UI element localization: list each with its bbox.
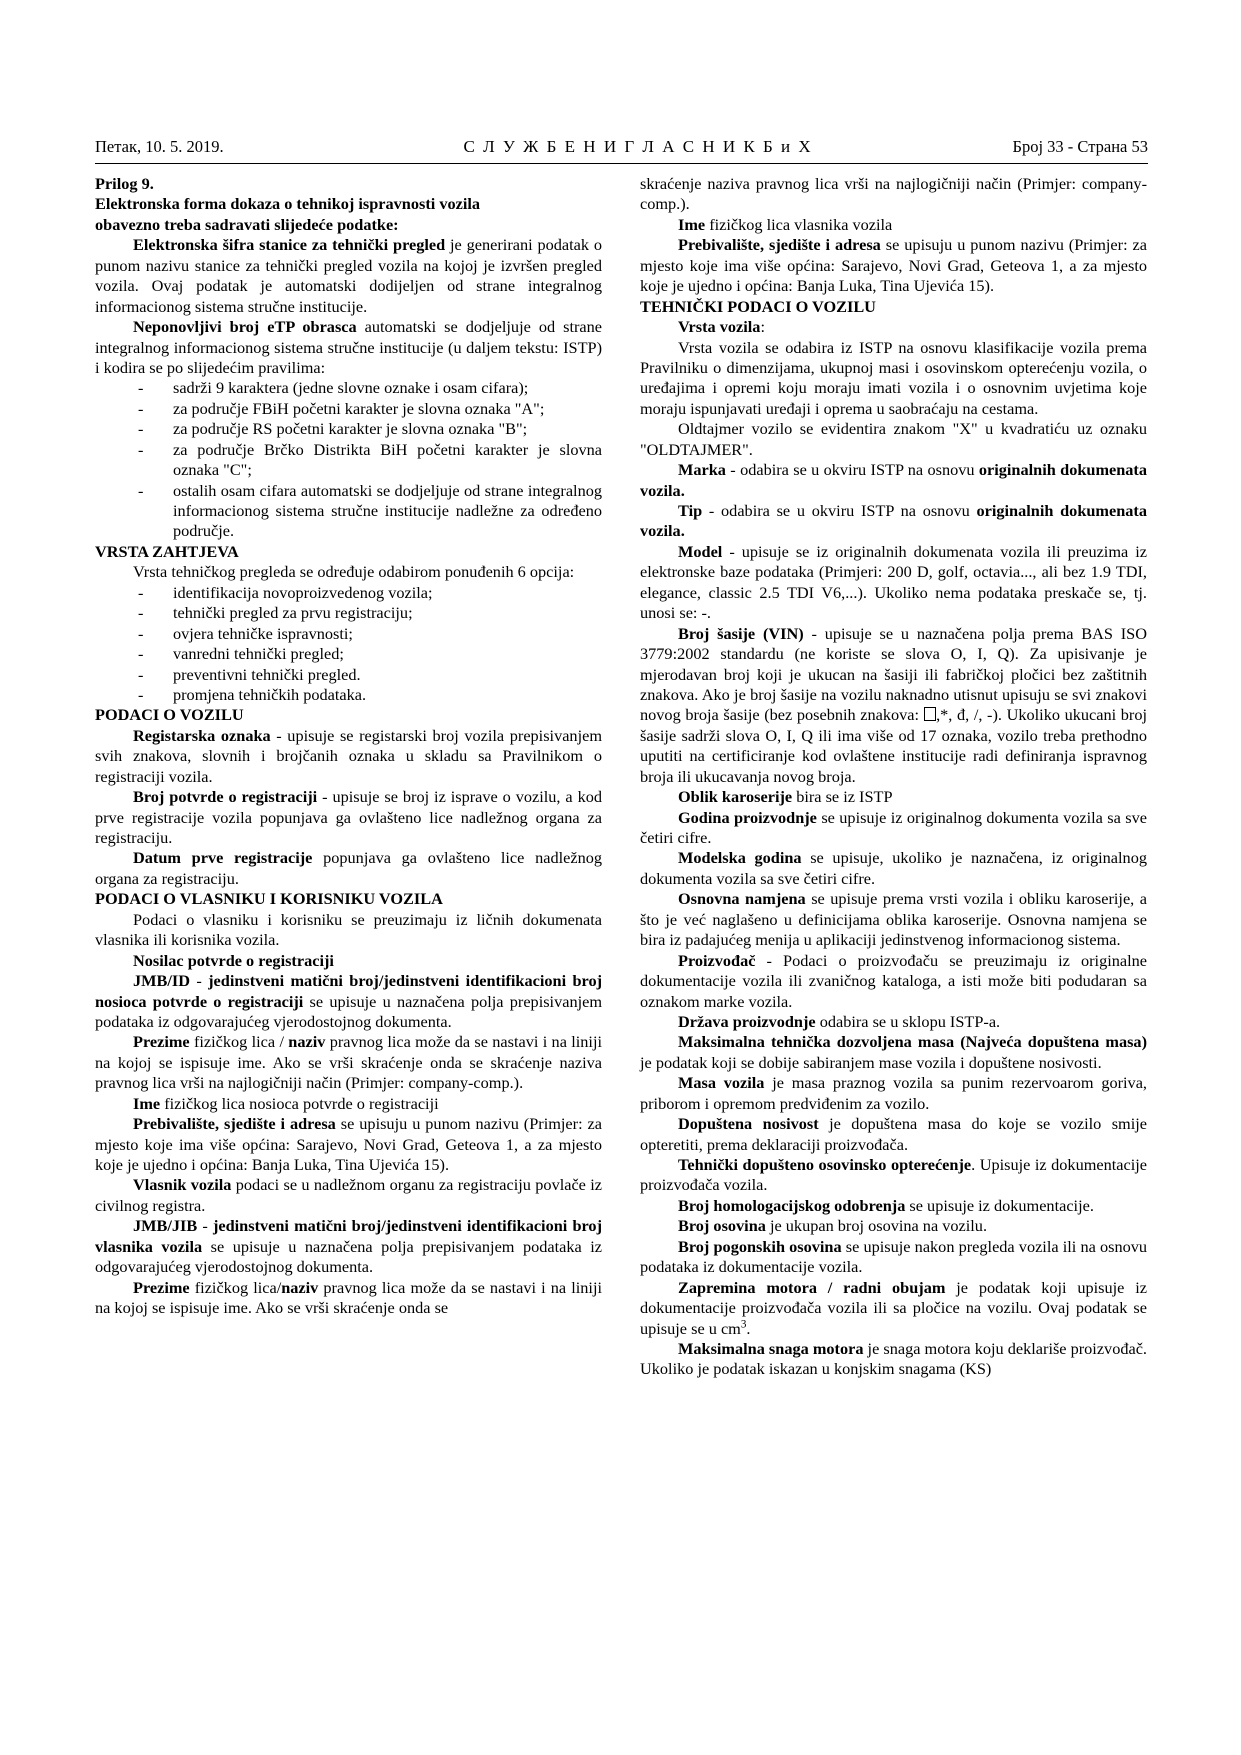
term-jmb-id-expansion: jedinstveni matični broj/jedinstveni identifikacioni broj nosioca potvrde o registraciji bbox=[95, 971, 603, 1011]
paragraph-etp-number bbox=[95, 317, 602, 378]
paragraph-given-name-holder bbox=[95, 1094, 602, 1114]
running-head-title: С Л У Ж Б Е Н И Г Л А С Н И К Б и Х bbox=[463, 137, 813, 156]
term-company-name-owner: naziv bbox=[281, 1277, 319, 1297]
paragraph-body-shape-text: bira se iz ISTP bbox=[792, 787, 893, 807]
paragraph-owner-data-source: Podaci o vlasniku i korisniku se preuzimaju iz ličnih dokumenata vlasnika ili korisnika vozila. bbox=[95, 909, 602, 950]
paragraph-vehicle-type-label bbox=[640, 317, 1147, 337]
two-column-body bbox=[95, 174, 1148, 1380]
term-tip-source: originalnih dokumenata vozila. bbox=[640, 501, 1147, 541]
paragraph-surname-holder bbox=[95, 1032, 602, 1093]
paragraph-homologation-number bbox=[640, 1196, 1147, 1216]
paragraph-surname-owner bbox=[95, 1278, 602, 1319]
paragraph-etp-number-text: automatski se dodjeljuje od strane integralnog informacionog sistema stručne institucije (u daljem tekstu: ISTP) i kodira se po slijedećim pravilima: bbox=[95, 317, 603, 377]
paragraph-residence-owner-text: se upisuju u punom nazivu (Primjer: za mjesto koje ima više općina: Sarajevo, Novi Grad, Geteova 1, a za mjesto koje je ujedno i općina: Banja Luka, Tina Ujevića 15). bbox=[640, 235, 1147, 296]
right-column bbox=[640, 174, 1147, 1380]
jmb-jib-separator: - bbox=[197, 1216, 213, 1236]
paragraph-marka bbox=[640, 460, 1147, 501]
paragraph-permitted-load-text: je dopuštena masa do koje se vozilo smije opteretiti, prema deklaraciji proizvođača. bbox=[640, 1114, 1147, 1154]
term-vehicle-type: Vrsta vozila bbox=[678, 317, 761, 337]
paragraph-residence-holder bbox=[95, 1114, 602, 1175]
paragraph-basic-purpose-text: se upisuje prema vrsti vozila i obliku karoserije, a što je već naglašeno u definicijama oblika karoserije. Osnovna namjena se bira iz padajućeg menija u aplikaciji jedinstvenog informacionog sistema. bbox=[640, 889, 1147, 950]
paragraph-max-engine-power-text: je snaga motora koju deklariše proizvođač. Ukoliko je podatak iskazan u konjskim snagama (KS) bbox=[640, 1338, 1148, 1379]
paragraph-driven-axle-count bbox=[640, 1237, 1147, 1278]
term-marka-source: originalnih dokumenata vozila. bbox=[640, 460, 1147, 500]
list-item: - promjena tehničkih podataka. bbox=[95, 685, 602, 705]
paragraph-vehicle-mass-text: je masa praznog vozila sa punim rezervoarom goriva, priborom i opremom predviđenim za vozilo. bbox=[640, 1073, 1147, 1113]
term-manufacturer: Proizvođač bbox=[678, 950, 756, 970]
paragraph-axle-load bbox=[640, 1155, 1147, 1196]
paragraph-vin bbox=[640, 624, 1147, 788]
paragraph-marka-text: - odabira se u okviru ISTP na osnovu bbox=[725, 460, 979, 480]
term-jmb-id: JMB/ID bbox=[133, 971, 190, 991]
paragraph-manufacturer-text: - Podaci o proizvođaču se preuzimaju iz originalne dokumentacije vozila ili zvaničnog kataloga, a isti može biti podudaran sa oznakom marke vozila. bbox=[640, 950, 1147, 1011]
term-etp-number: Neponovljivi broj eTP obrasca bbox=[133, 317, 357, 337]
term-model-year: Modelska godina bbox=[678, 848, 802, 868]
paragraph-vin-special-chars: ,*, đ, /, -) bbox=[936, 705, 998, 725]
list-item: - ostalih osam cifara automatski se dodjeljuje od strane integralnog informacionog sistema stručne institucije nadležne za određeno područje. bbox=[95, 481, 602, 542]
inspection-options-list bbox=[95, 583, 602, 706]
list-item: - tehnički pregled za prvu registraciju; bbox=[95, 603, 602, 623]
paragraph-body-shape bbox=[640, 787, 1147, 807]
term-jmb-jib-expansion: jedinstveni matični broj/jedinstveni identifikacioni broj vlasnika vozila bbox=[95, 1216, 602, 1256]
list-item: - sadrži 9 karaktera (jedne slovne oznake i osam cifara); bbox=[95, 378, 602, 398]
surname-separator: fizičkog lica / bbox=[189, 1032, 289, 1052]
list-item: - preventivni tehnički pregled. bbox=[95, 665, 602, 685]
list-item: - identifikacija novoproizvedenog vozila; bbox=[95, 583, 602, 603]
paragraph-first-registration-date-text: popunjava ga ovlašteno lice nadležnog organa za registraciju. bbox=[95, 848, 603, 888]
term-driven-axle-count: Broj pogonskih osovina bbox=[678, 1236, 842, 1256]
paragraph-axle-load-text: . Upisuje iz dokumentacije proizvođača vozila. bbox=[640, 1155, 1147, 1195]
term-body-shape: Oblik karoserije bbox=[678, 787, 793, 807]
term-station-code: Elektronska šifra stanice za tehnički pregled bbox=[133, 235, 446, 255]
paragraph-vin-text-part1: - upisuje se u naznačena polja prema BAS ISO 3779:2002 standardu (ne koriste se slova O, I, Q). Za upisivanje je mjerodavan broj koji je ukucan na šasiji ili fabričkoj pločici bez zaštitnih znakova. Ako je broj šasije na vozilu naknadno utisnut upisuju se svi znakovi novog broja šasije (bez posebnih znakova: bbox=[640, 623, 1147, 725]
paragraph-max-engine-power bbox=[640, 1339, 1147, 1380]
term-max-engine-power: Maksimalna snaga motora bbox=[678, 1338, 864, 1358]
paragraph-certificate-holder bbox=[95, 951, 602, 971]
term-tip: Tip bbox=[678, 501, 703, 520]
paragraph-given-name-owner bbox=[640, 215, 1147, 235]
paragraph-residence-holder-text: se upisuju u punom nazivu (Primjer: za mjesto koje ima više općina: Sarajevo, Novi Grad, Geteova 1, a za mjesto koje je ujedno i općina: Banja Luka, Tina Ujevića 15). bbox=[95, 1114, 602, 1174]
paragraph-production-year-text: se upisuje iz originalnog dokumenta vozila sa sve četiri cifre. bbox=[640, 807, 1147, 847]
paragraph-first-registration-date bbox=[95, 848, 602, 889]
paragraph-engine-displacement bbox=[640, 1278, 1147, 1339]
paragraph-registration-plate-text: - upisuje se registarski broj vozila prepisivanjem svih znakova, slovnih i brojčanih oznaka u skladu sa Pravilnikom o registraciji vozila. bbox=[95, 725, 602, 786]
term-surname: Prezime bbox=[133, 1032, 190, 1052]
paragraph-registration-certificate-number-text: - upisuje se broj iz isprave o vozilu, a kod prve registracije vozila popunjava ga ovlašteno lice nadležnog organa za registraciju. bbox=[95, 787, 602, 847]
term-permitted-load: Dopuštena nosivost bbox=[678, 1114, 819, 1134]
term-vin: Broj šasije (VIN) bbox=[678, 623, 804, 643]
paragraph-max-mass bbox=[640, 1032, 1147, 1073]
paragraph-model-year bbox=[640, 848, 1147, 889]
term-max-mass: Maksimalna tehnička dozvoljena masa (Najveća dopuštena masa) bbox=[678, 1032, 1147, 1052]
paragraph-vehicle-type-desc: Vrsta vozila se odabira iz ISTP na osnovu klasifikacije vozila prema Pravilniku o dimenzijama, ukupnoj masi i osovinskom opterećenju vozila, o uređajima i opremi koju moraju imati vozila i o osnovnim uvjetima koje moraju ispunjavati uređaji i oprema u saobraćaju na cestama. bbox=[640, 337, 1147, 418]
term-marka: Marka bbox=[678, 460, 726, 480]
heading-vrsta-zahtjeva: VRSTA ZAHTJEVA bbox=[95, 541, 239, 561]
term-given-name-owner: Ime bbox=[678, 214, 706, 234]
term-vehicle-owner: Vlasnik vozila bbox=[133, 1175, 232, 1195]
paragraph-registration-plate bbox=[95, 726, 602, 787]
paragraph-jmb-id bbox=[95, 971, 602, 1032]
paragraph-axle-count bbox=[640, 1216, 1147, 1236]
paragraph-inspection-type: Vrsta tehničkog pregleda se određuje odabirom ponuđenih 6 opcija: bbox=[133, 562, 575, 582]
term-certificate-holder: Nosilac potvrde o registraciji bbox=[133, 950, 334, 970]
list-item: - za područje FBiH početni karakter je slovna oznaka "A"; bbox=[95, 399, 602, 419]
paragraph-jmb-jib-text: se upisuje u naznačena polja prepisivanjem podataka iz odgovarajućeg vjerodostojnog dokumenta. bbox=[95, 1236, 602, 1277]
term-jmb-jib: JMB/JIB bbox=[133, 1216, 198, 1236]
term-production-country: Država proizvodnje bbox=[678, 1011, 816, 1031]
paragraph-basic-purpose bbox=[640, 889, 1147, 950]
paragraph-station-code bbox=[95, 235, 602, 317]
paragraph-tip bbox=[640, 501, 1147, 542]
paragraph-given-name-owner-text: fizičkog lica vlasnika vozila bbox=[705, 214, 893, 234]
heading-tehnicki-podaci: TEHNIČKI PODACI O VOZILU bbox=[640, 296, 876, 316]
paragraph-vin-text-part2: . Ukoliko ukucani broj šasije sadrži slova O, I, Q ili ima više od 17 oznaka, vozilo treba prethodno uputiti na certificiranje kod ovlaštene institucije radi definiranja ispravnog broja ili ukucavanja novog broja. bbox=[640, 705, 1147, 786]
jmb-id-separator: - bbox=[189, 971, 209, 991]
paragraph-vehicle-owner-text: podaci se u nadležnom organu za registraciju povlače iz civilnog registra. bbox=[95, 1175, 602, 1215]
term-engine-displacement: Zapremina motora / radni obujam bbox=[678, 1277, 946, 1297]
paragraph-surname-holder-text: pravnog lica može da se nastavi i na liniji na kojoj se ispisuje ime. Ako se vrši skraćenje onda se skraćenje naziva pravnog lica vrši na najlogičniji način (Primjer: company-comp.). bbox=[95, 1032, 602, 1093]
list-item: - za područje RS početni karakter je slovna oznaka "B"; bbox=[95, 419, 602, 439]
paragraph-registration-certificate-number bbox=[95, 787, 602, 848]
paragraph-surname-owner-text: pravnog lica može da se nastavi i na liniji na kojoj se ispisuje ime. Ako se vrši skraćenje onda se bbox=[95, 1277, 602, 1318]
paragraph-engine-displacement-period: . bbox=[746, 1318, 751, 1338]
running-head-issue: Број 33 - Страна 53 bbox=[1012, 137, 1148, 156]
annex-title-line-2: obavezno treba sadravati slijedeće podatke: bbox=[95, 214, 399, 234]
paragraph-residence-owner bbox=[640, 235, 1147, 296]
paragraph-given-name-holder-text: fizičkog lica nosioca potvrde o registraciji bbox=[160, 1093, 439, 1113]
left-column bbox=[95, 174, 602, 1380]
annex-title-line-1: Elektronska forma dokaza o tehnikoj ispravnosti vozila bbox=[95, 194, 481, 214]
header-divider-rule bbox=[95, 163, 1148, 164]
paragraph-tip-text: - odabira se u okviru ISTP na osnovu bbox=[702, 501, 977, 520]
paragraph-driven-axle-count-text: se upisuje nakon pregleda vozila ili na osnovu podataka iz dokumentacije vozila. bbox=[640, 1236, 1148, 1277]
term-first-registration-date: Datum prve registracije bbox=[133, 848, 313, 868]
term-registration-certificate-number: Broj potvrde o registraciji bbox=[133, 787, 318, 807]
term-residence-address-owner: Prebivalište, sjedište i adresa bbox=[678, 235, 881, 255]
heading-podaci-o-vlasniku: PODACI O VLASNIKU I KORISNIKU VOZILA bbox=[95, 889, 443, 909]
list-item: - vanredni tehnički pregled; bbox=[95, 644, 602, 664]
paragraph-production-year bbox=[640, 808, 1147, 849]
running-head-date: Петак, 10. 5. 2019. bbox=[95, 137, 224, 156]
paragraph-vehicle-owner bbox=[95, 1175, 602, 1216]
term-surname-owner: Prezime bbox=[133, 1277, 190, 1297]
term-vehicle-mass: Masa vozila bbox=[678, 1073, 765, 1093]
coding-rules-list bbox=[95, 378, 602, 542]
list-item: - za područje Brčko Distrikta BiH početni karakter je slovna oznaka "C"; bbox=[95, 440, 602, 481]
paragraph-station-code-text: je generirani podatak o punom nazivu stanice za tehnički pregled vozila na kojoj je izvršen pregled vozila. Ovaj podatak je automatski dodijeljen od strane integralnog informacionog sistema stručne institucije. bbox=[95, 235, 603, 316]
paragraph-model-text: - upisuje se iz originalnih dokumenata vozila ili preuzima iz elektronske baze podataka (Primjeri: 200 D, golf, octavia..., ali bez 1.9 TDI, elegance, classic 2.5 TDI V6,...). Ukoliko nema podataka preskače se, tj. unosi se: -. bbox=[640, 541, 1147, 623]
paragraph-jmb-jib bbox=[95, 1216, 602, 1277]
term-axle-load: Tehnički dopušteno osovinsko opterećenje bbox=[678, 1155, 972, 1174]
list-item: - ovjera tehničke ispravnosti; bbox=[95, 624, 602, 644]
superscript-cubic: 3 bbox=[740, 1318, 747, 1331]
term-production-year: Godina proizvodnje bbox=[678, 807, 817, 827]
term-registration-plate: Registarska oznaka bbox=[133, 725, 271, 745]
term-model: Model bbox=[678, 541, 723, 561]
paragraph-jmb-id-text: se upisuje u naznačena polja prepisivanjem podataka iz odgovarajućeg vjerodostojnog dokumenta. bbox=[95, 991, 602, 1031]
paragraph-engine-displacement-text: je podatak koji upisuje iz dokumentacije proizvođača vozila ili sa pločice na vozilu. Ovaj podatak se upisuje se u cm bbox=[640, 1277, 1147, 1338]
box-glyph-icon bbox=[924, 707, 936, 721]
heading-podaci-o-vozilu: PODACI O VOZILU bbox=[95, 705, 244, 725]
paragraph-production-country-text: odabira se u sklopu ISTP-a. bbox=[815, 1011, 1001, 1031]
paragraph-vehicle-mass bbox=[640, 1073, 1147, 1114]
surname-owner-separator: fizičkog lica/ bbox=[189, 1277, 282, 1297]
term-residence-address: Prebivalište, sjedište i adresa bbox=[133, 1114, 336, 1134]
term-company-name: naziv bbox=[288, 1032, 326, 1052]
term-given-name: Ime bbox=[133, 1093, 161, 1113]
paragraph-manufacturer bbox=[640, 951, 1147, 1012]
paragraph-model-year-text: se upisuje, ukoliko je naznačena, iz originalnog dokumenta vozila sa sve četiri cifre. bbox=[640, 848, 1147, 888]
vehicle-type-colon: : bbox=[760, 317, 765, 337]
paragraph-homologation-number-text: se upisuje iz dokumentacije. bbox=[905, 1195, 1094, 1215]
paragraph-oldtimer: Oldtajmer vozilo se evidentira znakom "X" u kvadratiću uz oznaku "OLDTAJMER". bbox=[640, 419, 1147, 459]
term-axle-count: Broj osovina bbox=[678, 1216, 766, 1236]
paragraph-continued-abbreviation: skraćenje naziva pravnog lica vrši na najlogičniji način (Primjer: company-comp.). bbox=[640, 174, 1147, 214]
paragraph-max-mass-text: je podatak koji se dobije sabiranjem mase vozila i dopuštene nosivosti. bbox=[640, 1052, 1102, 1072]
running-head bbox=[95, 138, 1148, 157]
term-basic-purpose: Osnovna namjena bbox=[678, 889, 806, 909]
annex-label: Prilog 9. bbox=[95, 174, 154, 193]
term-homologation-number: Broj homologacijskog odobrenja bbox=[678, 1195, 906, 1215]
paragraph-axle-count-text: je ukupan broj osovina na vozilu. bbox=[765, 1216, 988, 1236]
paragraph-production-country bbox=[640, 1012, 1147, 1032]
paragraph-permitted-load bbox=[640, 1114, 1147, 1155]
paragraph-model bbox=[640, 542, 1147, 624]
